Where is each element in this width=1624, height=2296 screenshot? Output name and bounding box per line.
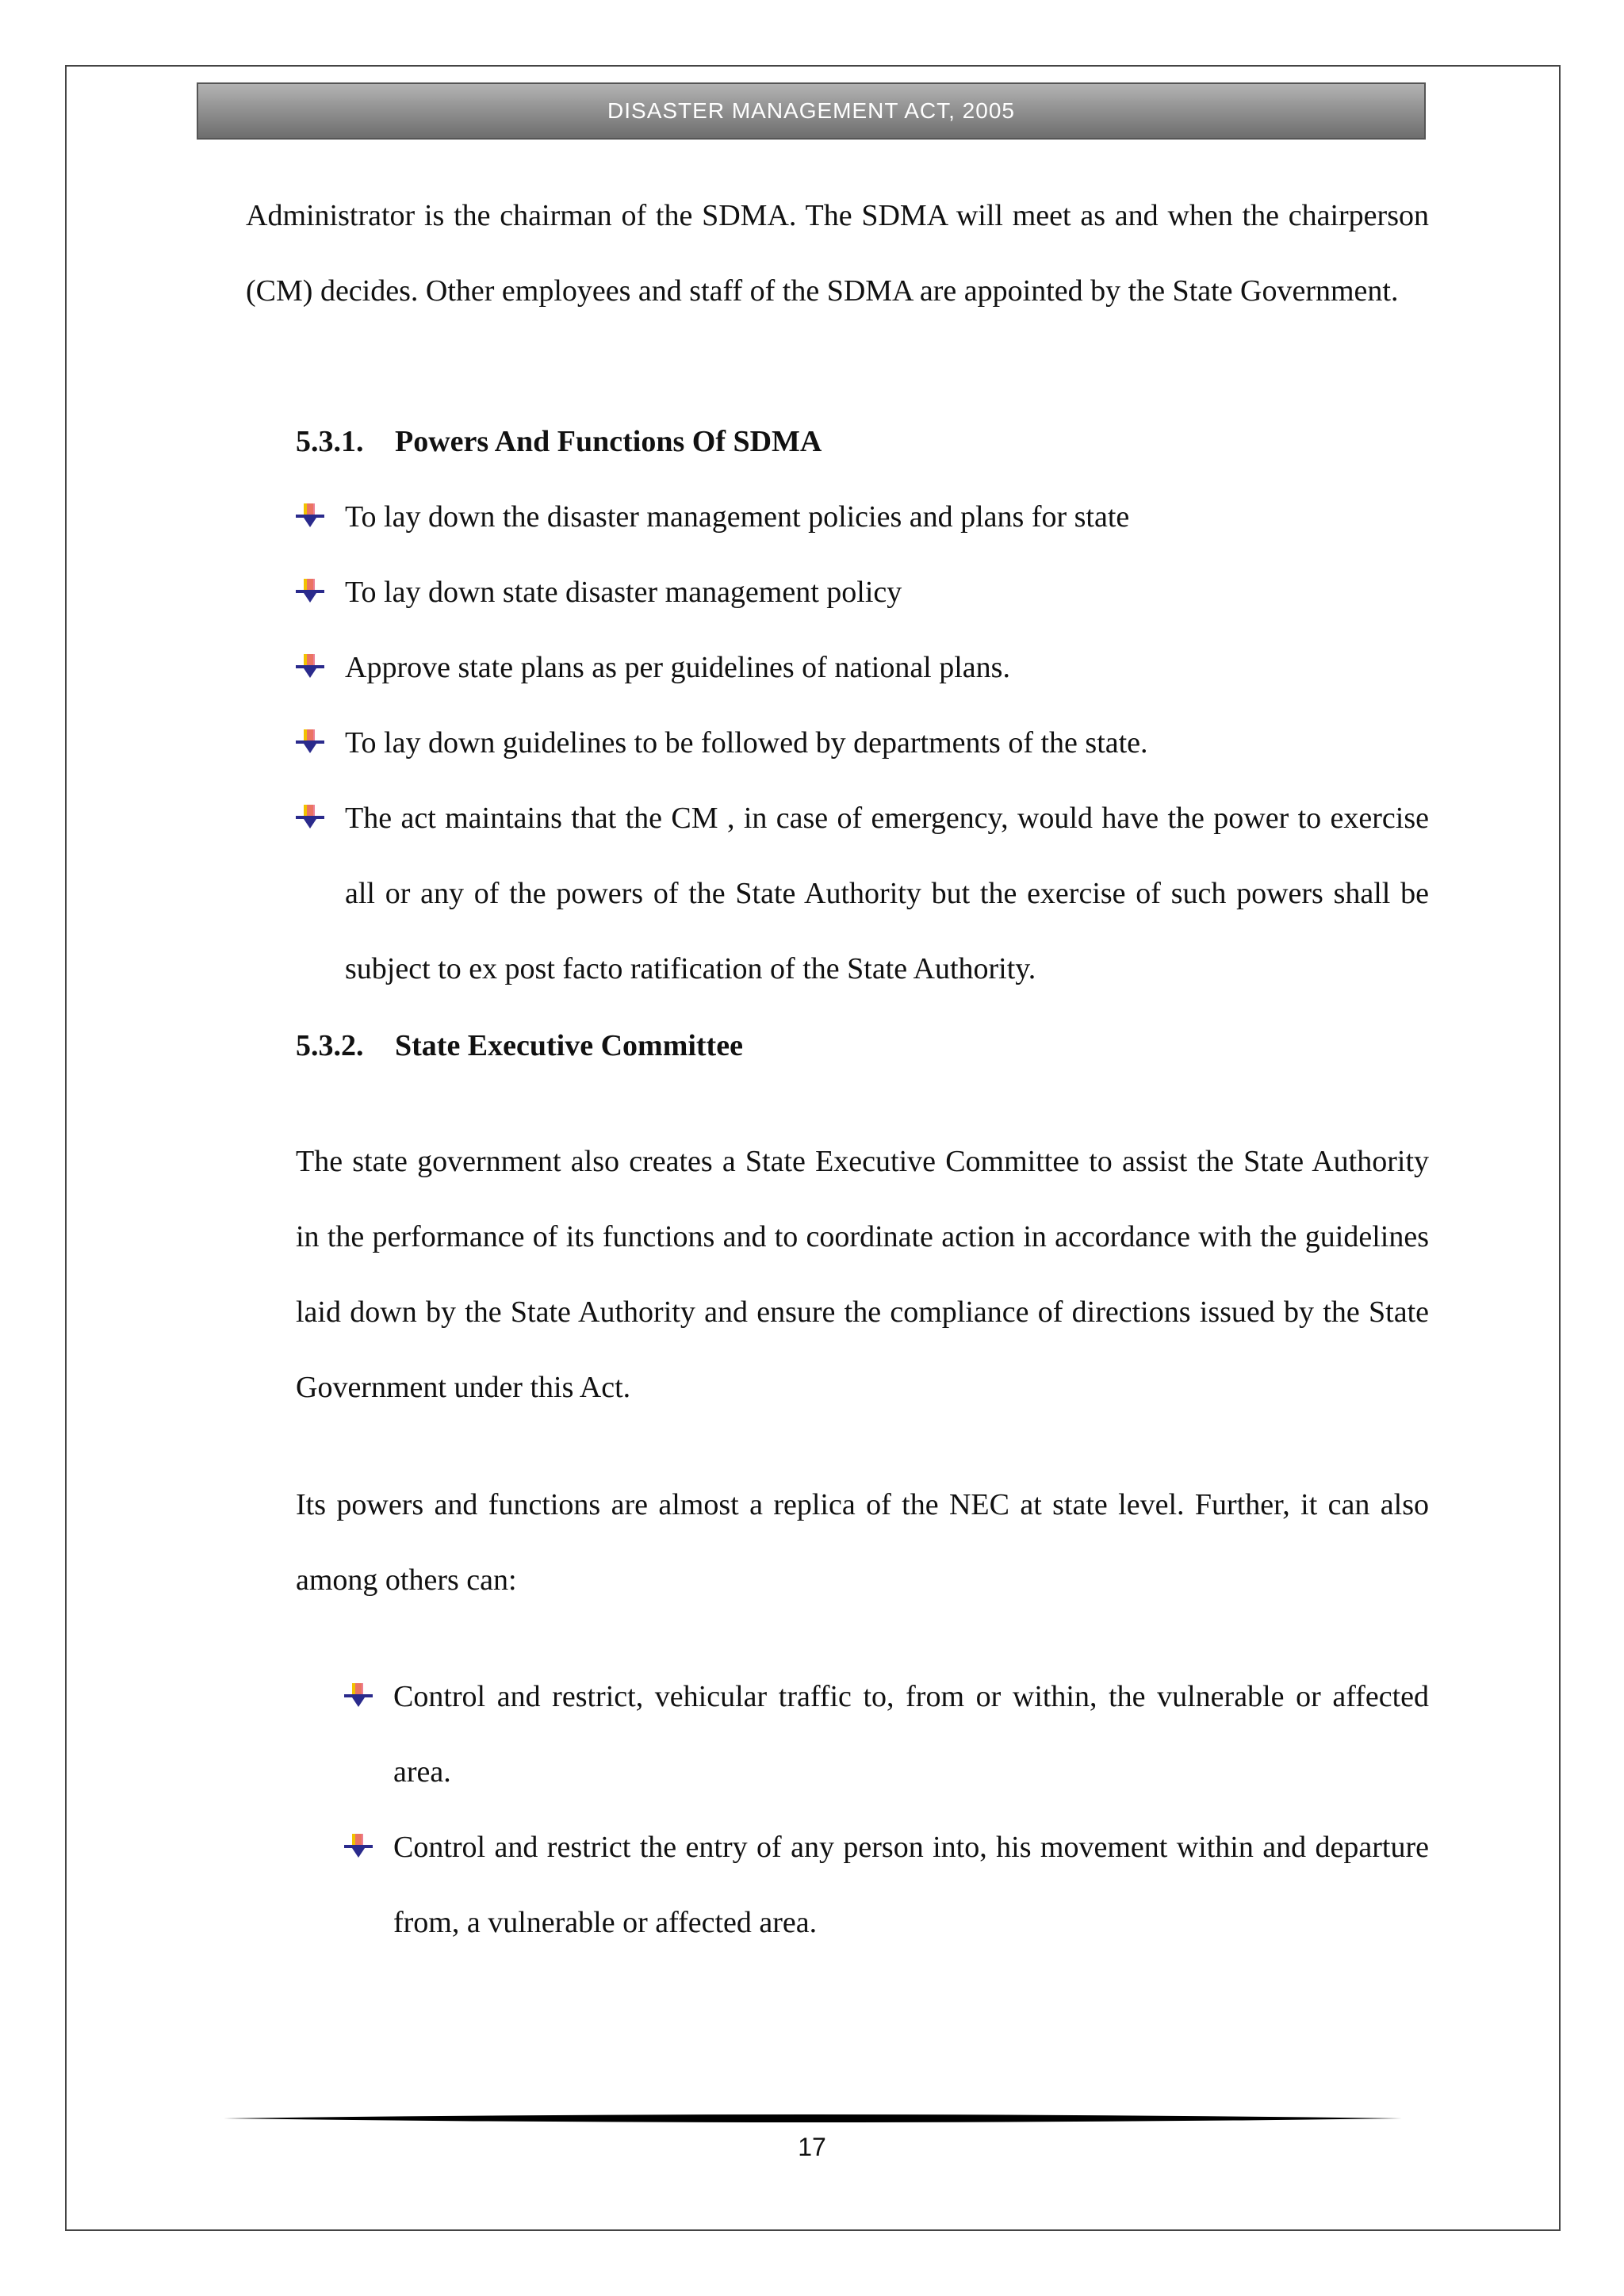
list-item-text: Approve state plans as per guidelines of national plans. <box>345 651 1010 684</box>
list-item <box>296 555 1429 630</box>
list-item <box>296 706 1429 781</box>
arrow-down-bullet-icon <box>296 503 324 529</box>
list-item-text: Control and restrict, vehicular traffic to, from or within, the vulnerable or affected area. <box>393 1680 1429 1789</box>
list-item <box>344 1659 1429 1810</box>
list-item <box>296 480 1429 555</box>
list-item <box>296 630 1429 706</box>
list-item-text: To lay down state disaster management policy <box>345 576 902 609</box>
intro-paragraph: Administrator is the chairman of the SDMA. The SDMA will meet as and when the chairperson (CM) decides. Other employees and staff of the SDMA are appointed by the State Government. <box>246 199 1429 308</box>
section-number: 5.3.1. <box>296 425 364 458</box>
list-item <box>344 1810 1429 1961</box>
arrow-down-bullet-icon <box>344 1834 373 1859</box>
list-item-text: To lay down guidelines to be followed by departments of the state. <box>345 726 1148 760</box>
sec-paragraph: The state government also creates a State Executive Committee to assist the State Authority in the performance of its functions and to coordinate action in accordance with the guidelines laid down by the State Authority and ensure the compliance of directions issued by the State Government under this Act. <box>296 1145 1429 1404</box>
arrow-down-bullet-icon <box>296 579 324 604</box>
arrow-down-bullet-icon <box>296 654 324 679</box>
running-header <box>197 82 1426 140</box>
arrow-down-bullet-icon <box>296 805 324 830</box>
section-heading-5-3-1 <box>296 404 822 480</box>
list-item-text: To lay down the disaster management policies and plans for state <box>345 500 1130 534</box>
sec-powers-paragraph: Its powers and functions are almost a replica of the NEC at state level. Further, it can also among others can: <box>296 1488 1429 1597</box>
list-item <box>296 781 1429 1007</box>
header-title: DISASTER MANAGEMENT ACT, 2005 <box>607 98 1015 123</box>
section-number: 5.3.2. <box>296 1029 364 1062</box>
arrow-down-bullet-icon <box>296 729 324 755</box>
list-item-text: Control and restrict the entry of any person into, his movement within and departure from, a vulnerable or affected area. <box>393 1831 1429 1939</box>
arrow-down-bullet-icon <box>344 1683 373 1709</box>
section-title: Powers And Functions Of SDMA <box>395 425 822 458</box>
section-heading-5-3-2 <box>296 1008 743 1084</box>
page-number: 17 <box>798 2133 826 2161</box>
footer-divider <box>224 2109 1402 2128</box>
section-title: State Executive Committee <box>395 1029 743 1062</box>
list-item-text: The act maintains that the CM , in case of emergency, would have the power to exercise all or any of the powers of the State Authority but the exercise of such powers shall be subject to ex post facto ratification of the State Authority. <box>345 802 1429 985</box>
sdma-powers-list <box>296 480 1429 1007</box>
sec-powers-list <box>344 1659 1429 1961</box>
